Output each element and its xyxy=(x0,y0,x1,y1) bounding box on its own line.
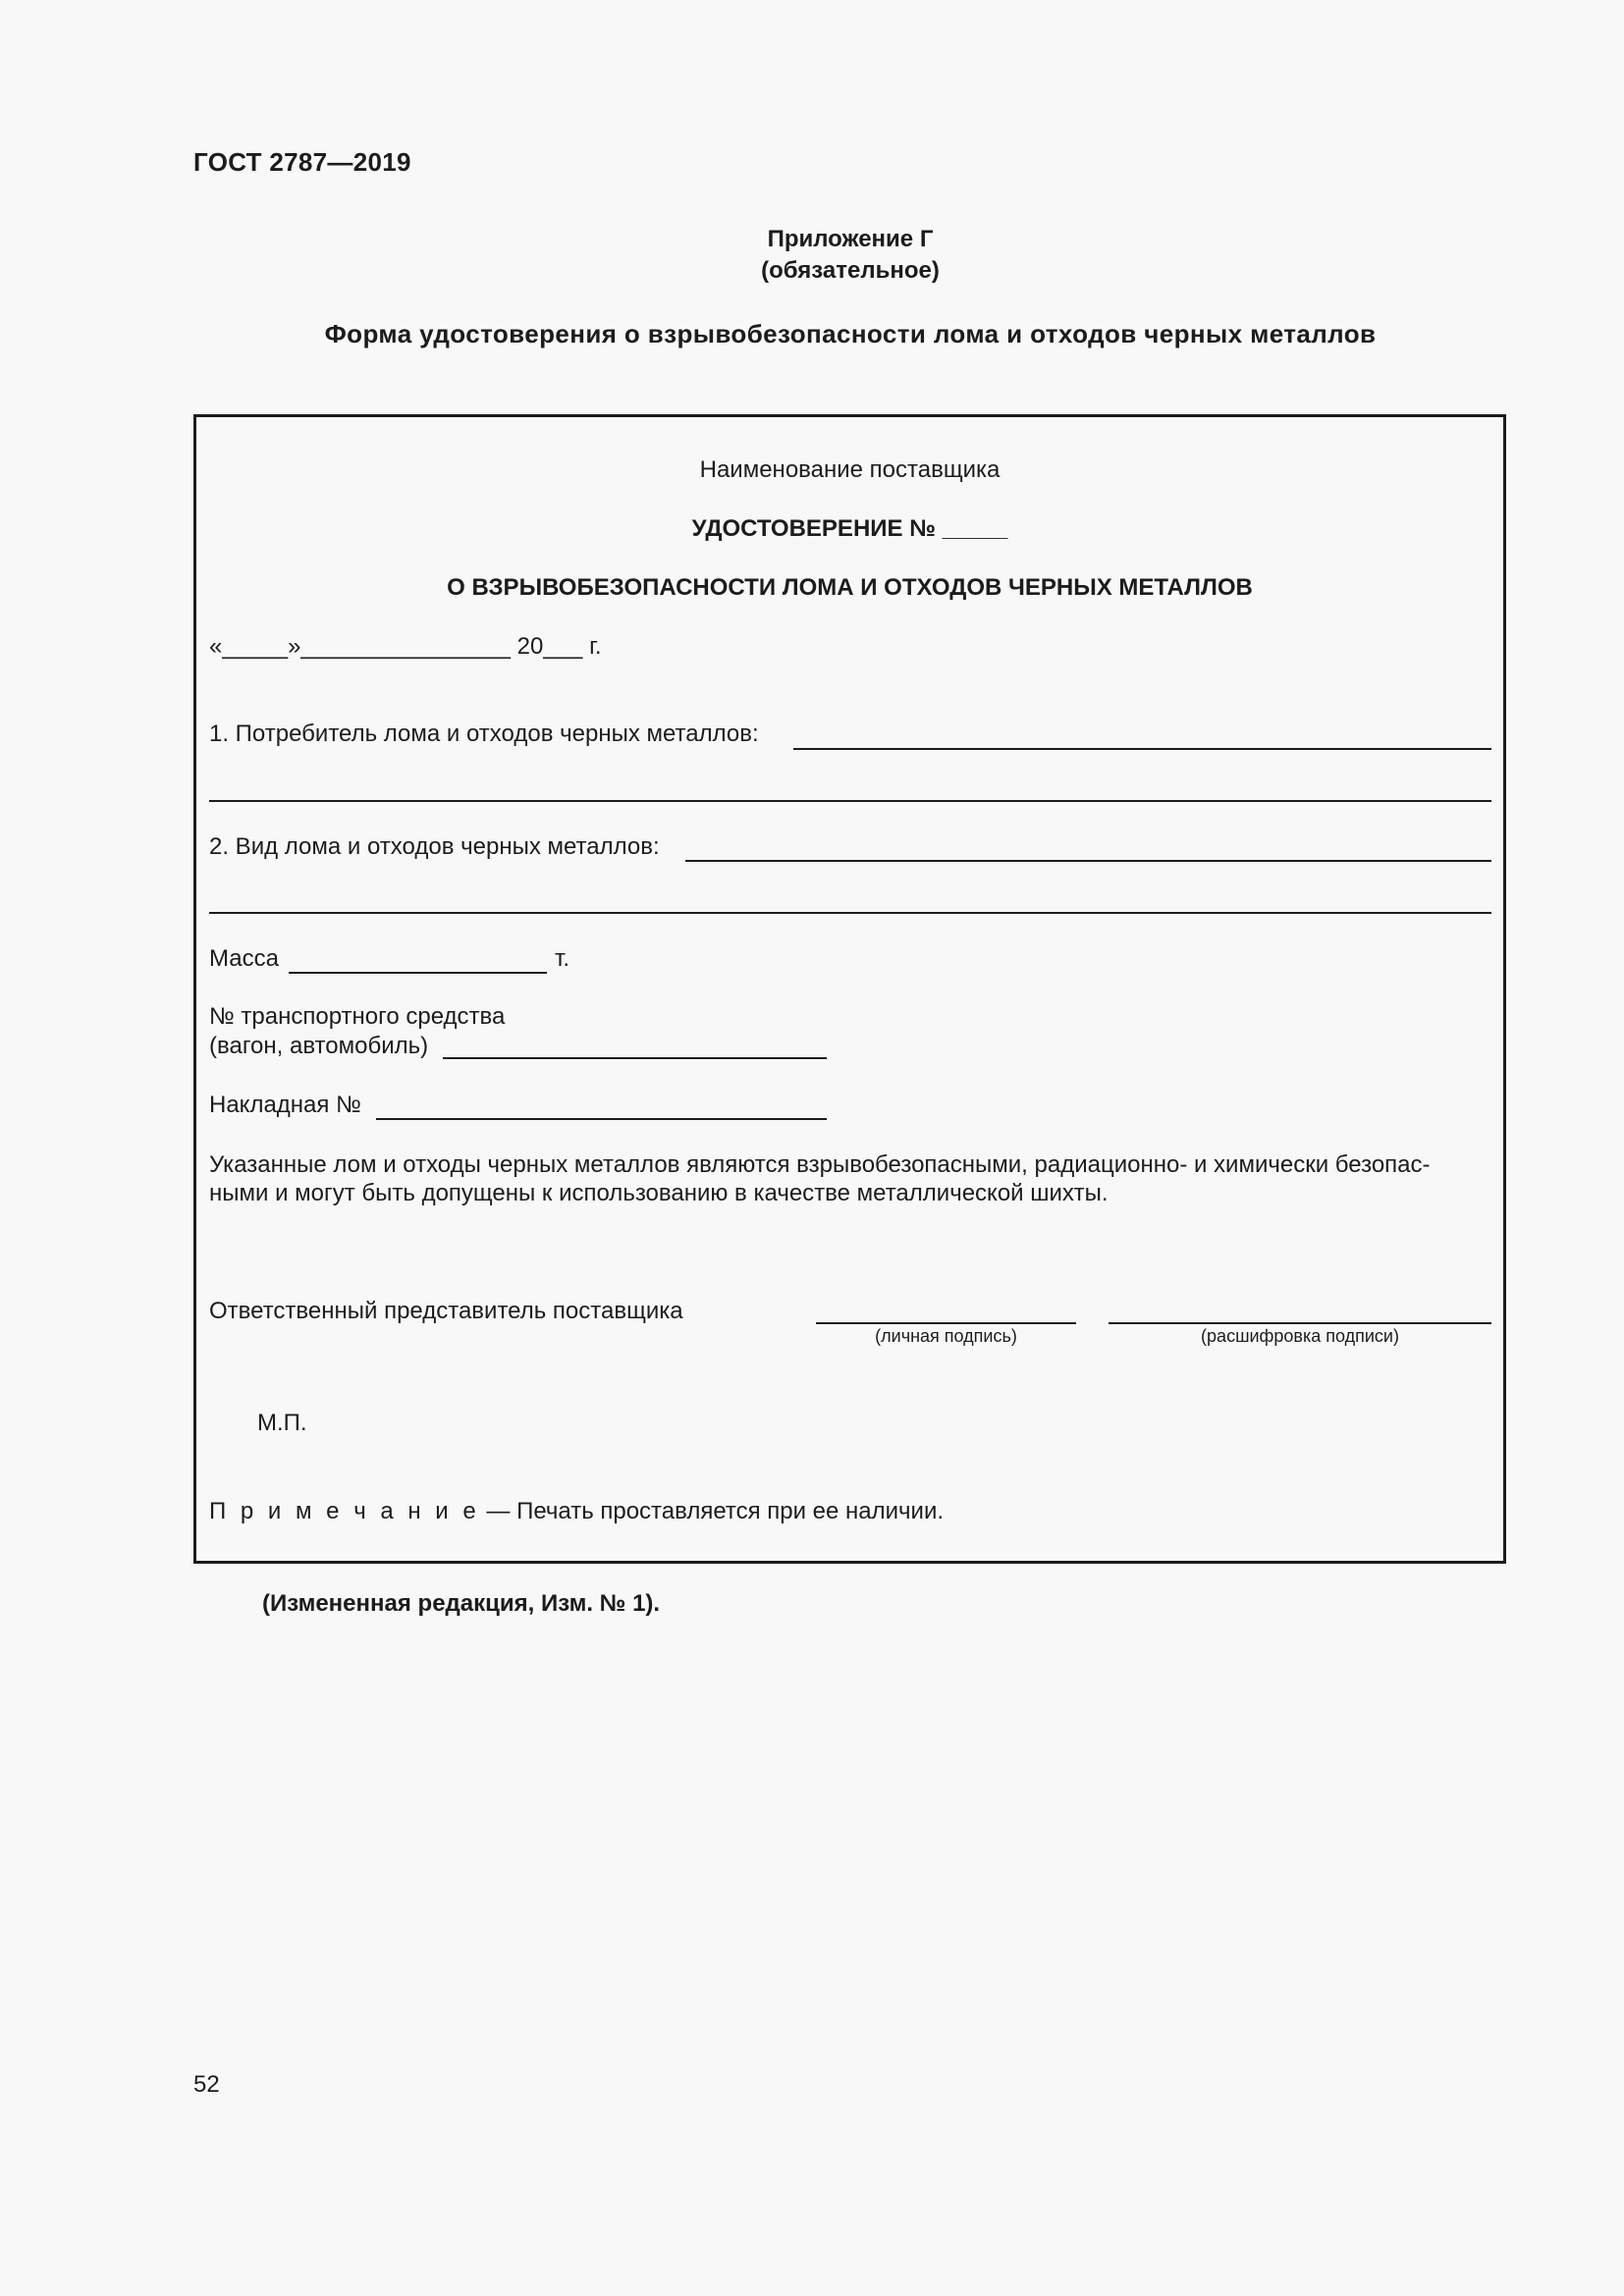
signature-caption: (личная подпись) xyxy=(875,1326,1017,1346)
appendix-status: (обязательное) xyxy=(761,257,940,284)
waybill-label: Накладная № xyxy=(209,1092,361,1118)
scrap-type-label: 2. Вид лома и отходов черных металлов: xyxy=(209,833,660,860)
signature-decode-field-line[interactable] xyxy=(1109,1322,1491,1324)
scrap-type-field-line[interactable] xyxy=(685,860,1491,862)
certificate-title: УДОСТОВЕРЕНИЕ № _____ xyxy=(691,515,1008,542)
waybill-field-line[interactable] xyxy=(376,1118,827,1120)
form-title: Форма удостоверения о взрывобезопасности лома и отходов черных металлов xyxy=(324,319,1377,348)
scrap-type-field-line-2[interactable] xyxy=(209,912,1491,914)
certificate-subtitle: О ВЗРЫВОБЕЗОПАСНОСТИ ЛОМА И ОТХОДОВ ЧЕРНЫХ МЕТАЛЛОВ xyxy=(447,574,1253,601)
note-text: — Печать проставляется при ее наличии. xyxy=(479,1498,945,1524)
signature-field-line[interactable] xyxy=(816,1322,1076,1324)
mass-field-line[interactable] xyxy=(289,972,547,974)
revision-note: (Измененная редакция, Изм. № 1). xyxy=(262,1590,661,1617)
consumer-field-line[interactable] xyxy=(793,748,1491,750)
seal-place-label: М.П. xyxy=(257,1410,307,1436)
vehicle-label: № транспортного средства xyxy=(209,1003,506,1030)
page-number: 52 xyxy=(193,2071,220,2098)
appendix-title: Приложение Г xyxy=(767,226,934,252)
statement-line-1: Указанные лом и отходы черных металлов являются взрывобезопасными, радиационно- и химически безопас- xyxy=(209,1151,1431,1178)
mass-unit: т. xyxy=(555,945,569,972)
responsible-representative-label: Ответственный представитель поставщика xyxy=(209,1298,683,1324)
note xyxy=(209,1498,944,1525)
note-label: П р и м е ч а н и е xyxy=(209,1498,480,1524)
signature-decode-caption: (расшифровка подписи) xyxy=(1201,1326,1399,1346)
supplier-name-label: Наименование поставщика xyxy=(699,456,1001,483)
vehicle-label-2: (вагон, автомобиль) xyxy=(209,1033,429,1059)
consumer-field-line-2[interactable] xyxy=(209,800,1491,802)
statement-line-2: ными и могут быть допущены к использованию в качестве металлической шихты. xyxy=(209,1180,1109,1206)
mass-label: Масса xyxy=(209,945,279,972)
date-line: «_____»________________ 20___ г. xyxy=(209,633,602,660)
vehicle-field-line[interactable] xyxy=(443,1057,827,1059)
consumer-label: 1. Потребитель лома и отходов черных металлов: xyxy=(209,721,759,747)
document-code: ГОСТ 2787—2019 xyxy=(193,147,411,177)
